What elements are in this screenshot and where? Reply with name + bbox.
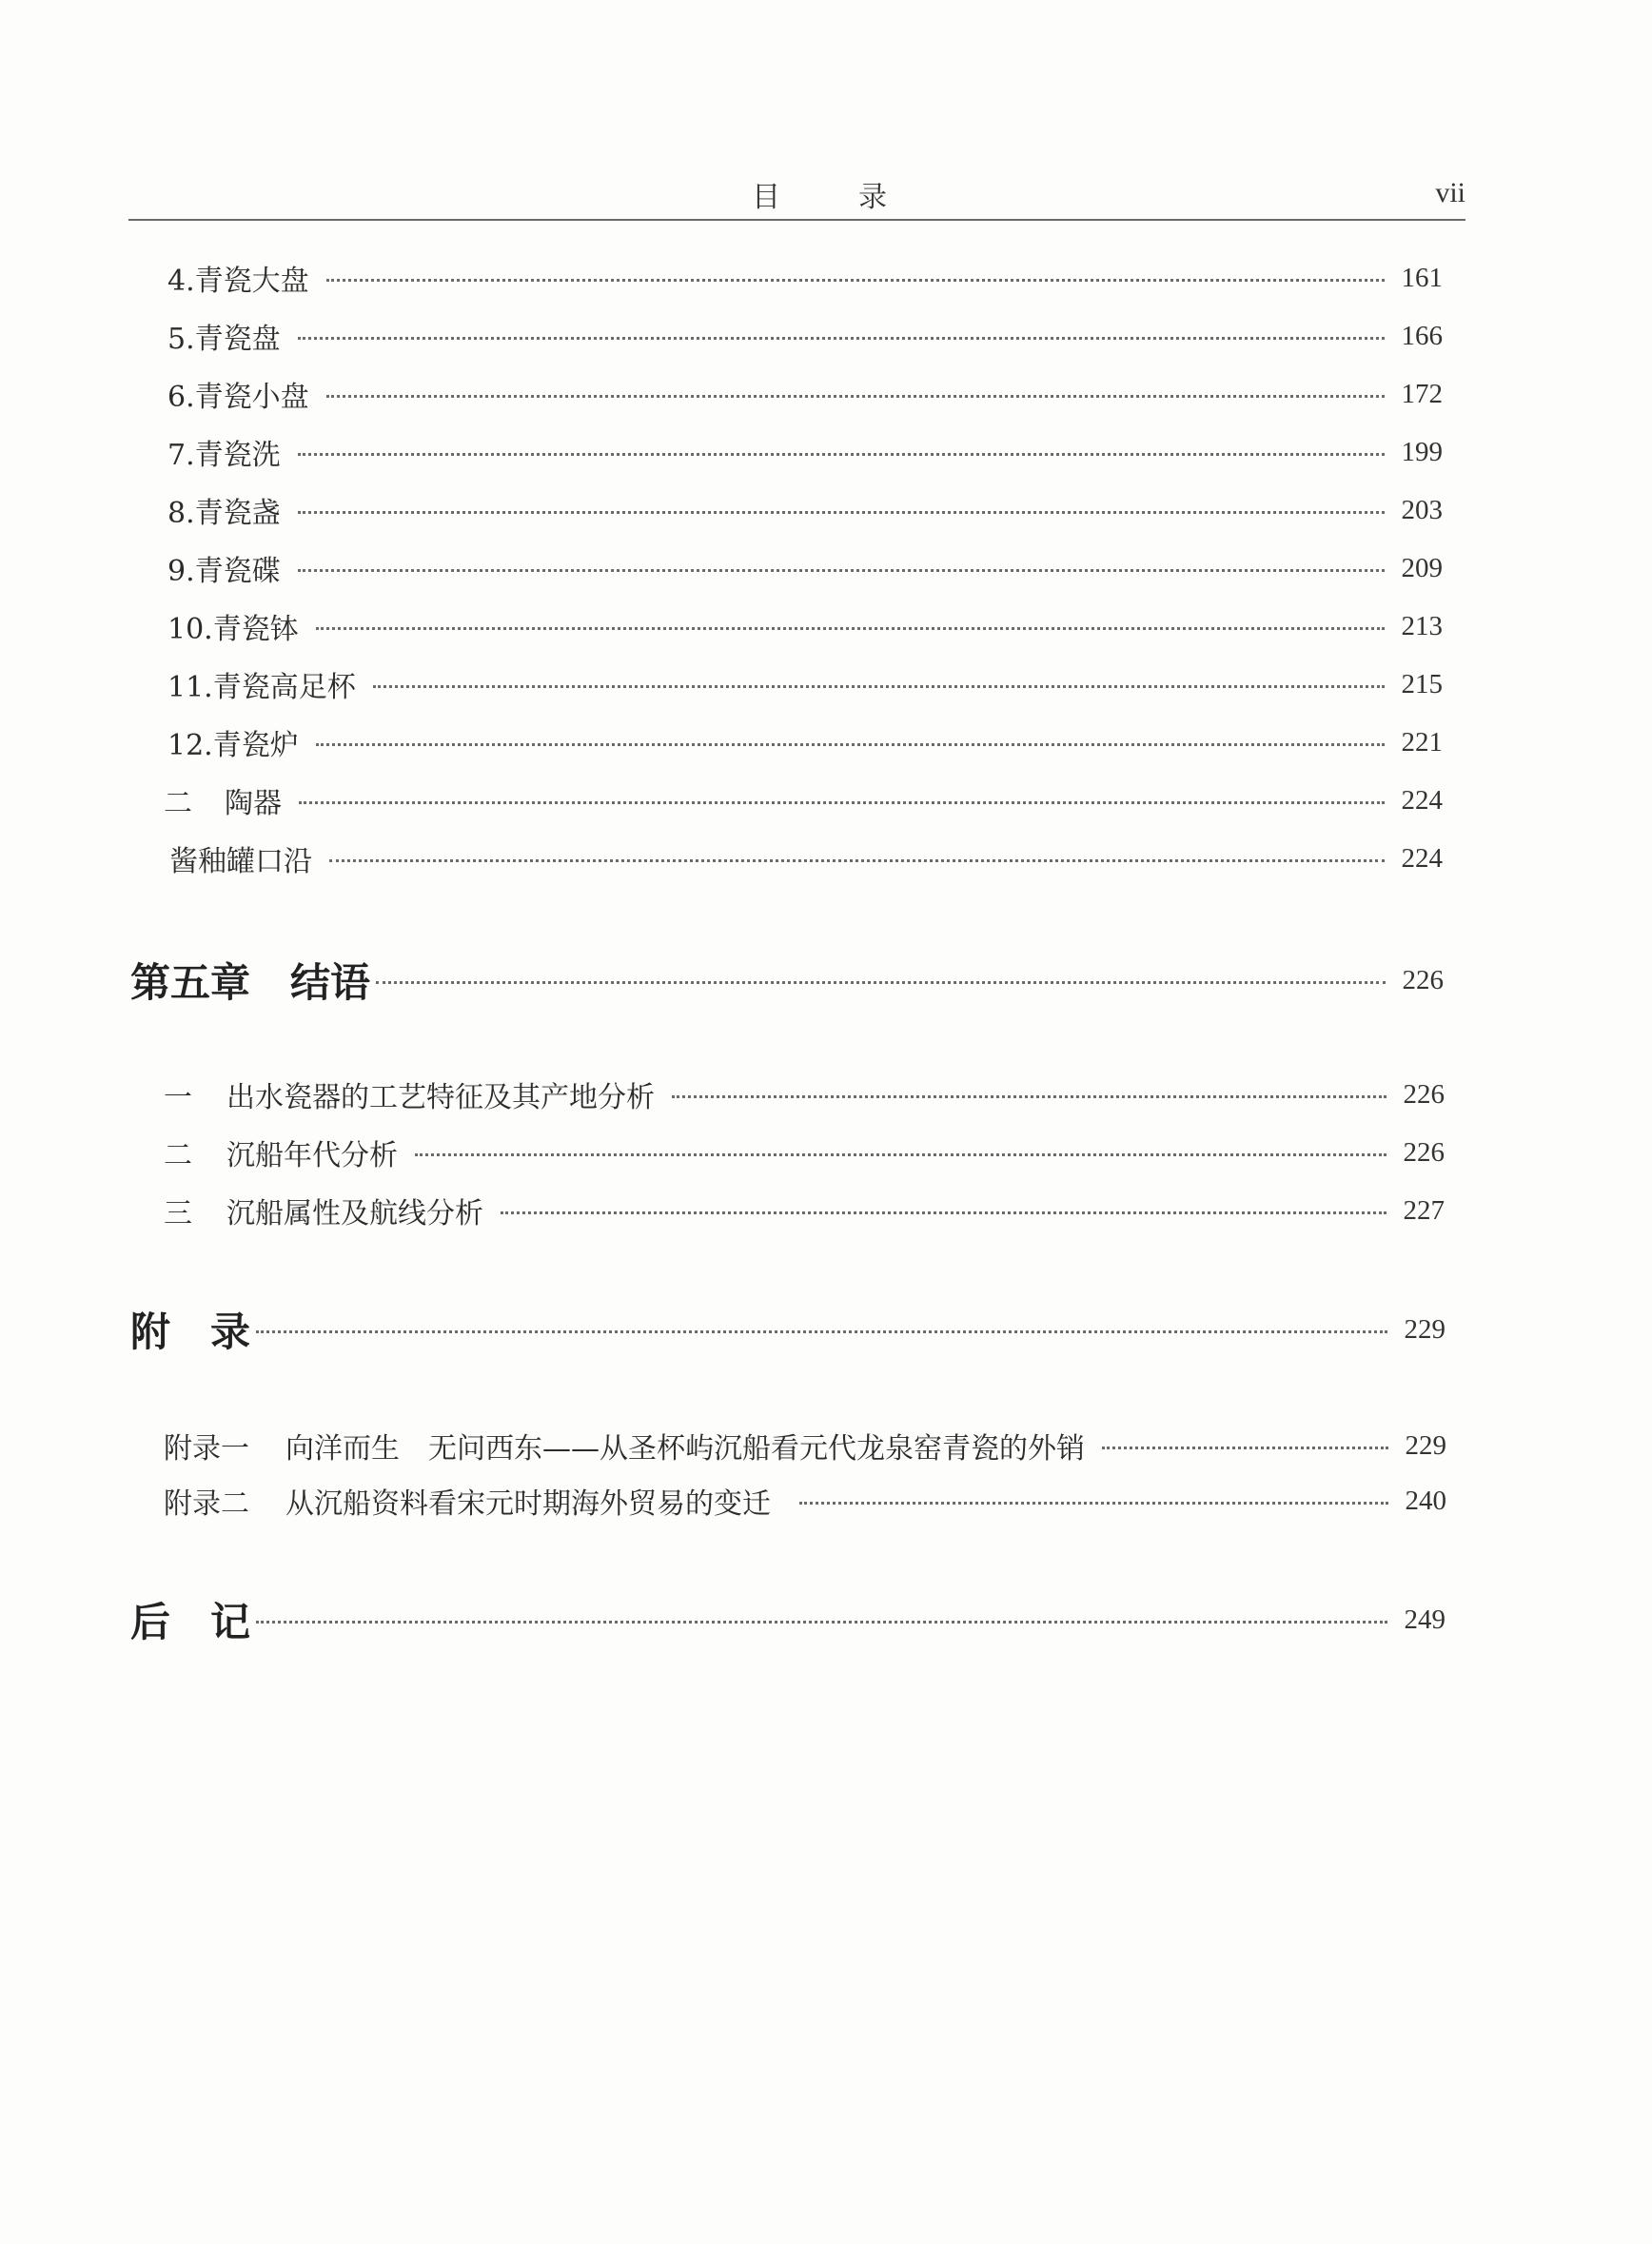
dot-leader (326, 279, 1385, 282)
toc-entry-label: 陶器 (225, 787, 282, 820)
toc-entry-label: 4.青瓷大盘 (167, 265, 309, 298)
toc-entry[interactable] (169, 837, 1443, 879)
toc-entry-label: 6.青瓷小盘 (167, 381, 309, 414)
toc-entry-label: 8.青瓷盏 (167, 497, 281, 530)
toc-entry-page: 209 (1401, 552, 1443, 583)
dot-leader (298, 337, 1385, 340)
toc-entry-label: 酱釉罐口沿 (169, 845, 312, 878)
toc-entry-page: 249 (1404, 1604, 1446, 1635)
toc-entry-page: 203 (1401, 494, 1443, 525)
dot-leader (376, 981, 1385, 984)
toc-section-entry[interactable] (164, 1190, 1445, 1231)
toc-entry-label: 沉船年代分析 (226, 1139, 398, 1172)
appendix-number: 附录一 (164, 1432, 249, 1466)
dot-leader (501, 1211, 1386, 1214)
dot-leader (256, 1621, 1386, 1624)
toc-entry-page: 224 (1401, 784, 1443, 816)
toc-entry-page: 240 (1405, 1485, 1446, 1516)
toc-entry-page: 172 (1401, 378, 1443, 409)
chapter-number: 第五章 (130, 959, 251, 1006)
toc-entry[interactable] (167, 663, 1443, 705)
toc-section-entry[interactable] (164, 1132, 1445, 1173)
toc-entry-label: 7.青瓷洗 (167, 439, 281, 472)
toc-section-number: 三 (164, 1197, 192, 1230)
toc-entry-label: 11.青瓷高足杯 (167, 671, 356, 704)
toc-appendix-entry[interactable] (164, 1480, 1446, 1522)
toc-chapter-entry[interactable] (130, 952, 1444, 1009)
header-rule (128, 219, 1465, 221)
toc-entry-page: 221 (1401, 726, 1443, 758)
toc-entry-page: 224 (1401, 842, 1443, 874)
dot-leader (329, 859, 1385, 862)
dot-leader (799, 1502, 1388, 1505)
toc-entry-label: 5.青瓷盘 (167, 323, 281, 356)
toc-entry-page: 226 (1403, 1136, 1445, 1168)
toc-entry-label: 从沉船资料看宋元时期海外贸易的变迁 (285, 1487, 771, 1521)
toc-entry-label: 沉船属性及航线分析 (226, 1197, 483, 1230)
dot-leader (316, 743, 1385, 746)
toc-entry-label: 12.青瓷炉 (167, 729, 299, 762)
dot-leader (672, 1095, 1386, 1098)
dot-leader (298, 569, 1385, 572)
toc-entry-page: 229 (1405, 1429, 1446, 1461)
toc-section-number: 二 (164, 1139, 192, 1172)
running-header-title: 目 录 (752, 181, 912, 214)
toc-entry[interactable] (167, 373, 1443, 415)
dot-leader (298, 511, 1385, 514)
appendix-number: 附录二 (164, 1487, 249, 1521)
toc-section-entry[interactable] (164, 1073, 1445, 1115)
toc-entry-page: 215 (1401, 668, 1443, 699)
toc-entry-page: 166 (1401, 320, 1443, 351)
toc-chapter-entry[interactable] (130, 1301, 1446, 1358)
toc-entry-page: 161 (1401, 262, 1443, 293)
toc-entry[interactable] (167, 721, 1443, 763)
toc-entry-label: 出水瓷器的工艺特征及其产地分析 (226, 1081, 655, 1114)
toc-entry-label: 10.青瓷钵 (167, 613, 299, 646)
dot-leader (316, 627, 1385, 630)
dot-leader (298, 453, 1385, 456)
toc-entry-page: 227 (1403, 1194, 1445, 1226)
dot-leader (299, 801, 1385, 804)
dot-leader (415, 1153, 1386, 1156)
toc-chapter-entry[interactable] (130, 1591, 1446, 1648)
toc-section-number: 一 (164, 1081, 192, 1114)
toc-entry[interactable] (167, 257, 1443, 299)
toc-entry-page: 226 (1403, 1078, 1445, 1110)
toc-entry[interactable] (167, 315, 1443, 357)
toc-entry[interactable] (167, 489, 1443, 531)
toc-entry-page: 213 (1401, 610, 1443, 641)
toc-entry[interactable] (167, 605, 1443, 647)
dot-leader (1102, 1447, 1388, 1449)
dot-leader (373, 685, 1385, 688)
toc-entry-page: 229 (1404, 1313, 1446, 1345)
toc-entry-page: 199 (1401, 436, 1443, 467)
toc-appendix-entry[interactable] (164, 1425, 1446, 1466)
dot-leader (256, 1330, 1386, 1333)
toc-entry-label: 9.青瓷碟 (167, 555, 281, 588)
toc-entry-label: 向洋而生 无问西东——从圣杯屿沉船看元代龙泉窑青瓷的外销 (285, 1432, 1085, 1466)
toc-entry[interactable] (167, 431, 1443, 473)
toc-section-number: 二 (164, 787, 192, 820)
dot-leader (326, 395, 1385, 398)
toc-entry-page: 226 (1402, 964, 1444, 995)
appendix-title: 附 录 (130, 1309, 251, 1355)
running-header-page-number: vii (1435, 177, 1465, 208)
chapter-title: 结语 (290, 959, 371, 1006)
afterword-title: 后 记 (130, 1599, 251, 1645)
toc-section-entry[interactable] (164, 779, 1443, 821)
toc-entry[interactable] (167, 547, 1443, 589)
